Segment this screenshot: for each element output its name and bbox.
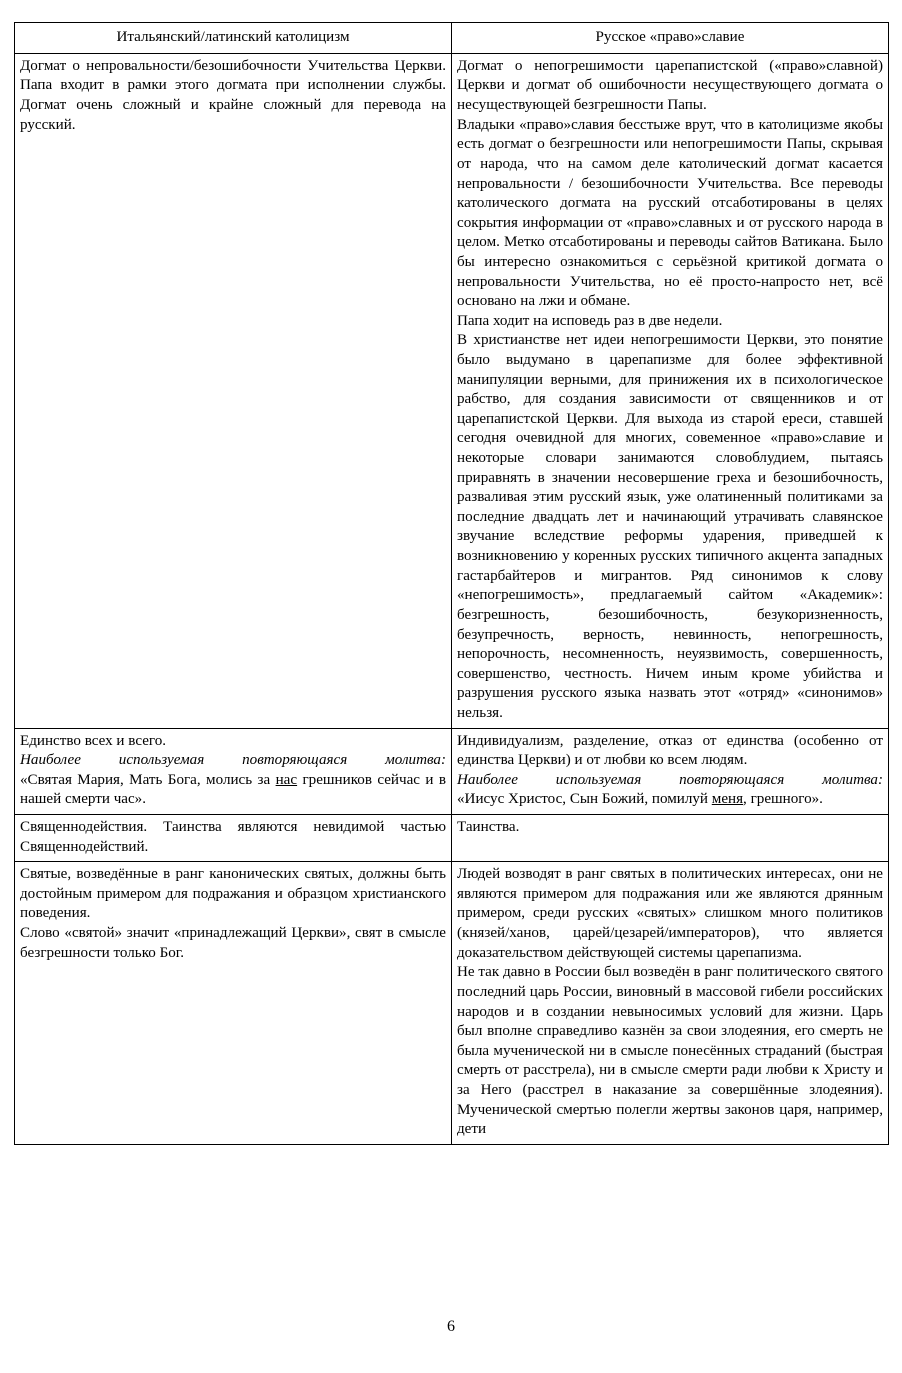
table-row	[15, 728, 889, 814]
prayer-underlined-word: нас	[275, 771, 298, 788]
paragraph: Не так давно в России был возведён в ранг политического святого последний царь России, виновный в массовой гибели российских народов и в создании невыносимых условий для жизни. Царь был вполне справедливо казнён за свои злодеяния, его смерть не была мученической ни в смысле понесённых страданий (быстрая смерть от расстрела), ни в смысле смерти ради любви к Христу и за Него (расстрел в наказание за совершённые злодеяния). Мученической смертью полегли жертвы законов царя, например, дети	[457, 964, 883, 1138]
prayer-text-after: грешников сейчас и в нашей смерти час».	[20, 771, 446, 808]
cell-left-unity	[15, 728, 452, 814]
paragraph-prayer	[20, 771, 446, 810]
paragraph: Единство всех и всего.	[20, 732, 167, 749]
cell-right-dogma	[452, 53, 889, 728]
comparison-table	[14, 22, 889, 1145]
paragraph: Догмат о непогрешимости царепапистской («право»славной) Церкви и догмат об ошибочности несуществующего догмата о несуществующей безгрешности Папы.	[457, 57, 883, 114]
cell-left-dogma	[15, 53, 452, 728]
table-header-row	[15, 23, 889, 54]
paragraph: Слово «святой» значит «принадлежащий Церкви», свят в смысле безгрешности только Бог.	[20, 925, 446, 961]
paragraph-italic-lead: Наиболее используемая повторяющаяся молитва:	[457, 771, 883, 788]
page-number: 6	[447, 1318, 455, 1335]
cell-left-sacraments	[15, 815, 452, 862]
prayer-underlined-word: меня	[711, 791, 744, 808]
cell-right-individualism	[452, 728, 889, 814]
table-row	[15, 815, 889, 862]
paragraph: Индивидуализм, разделение, отказ от единства (особенно от единства Церкви) и от любви ко всем людям.	[457, 732, 883, 769]
column-header-orthodoxy: Русское «право»славие	[452, 23, 889, 54]
paragraph: Святые, возведённые в ранг канонических святых, должны быть достойным примером для подражания и образцом христианского поведения.	[20, 866, 446, 922]
prayer-text-before: «Святая Мария, Мать Бога, молись за	[20, 771, 276, 788]
column-header-catholicism: Итальянский/латинский католицизм	[15, 23, 452, 54]
table-row	[15, 862, 889, 1145]
cell-left-saints	[15, 862, 452, 1145]
table-row	[15, 53, 889, 728]
cell-right-sacraments	[452, 815, 889, 862]
paragraph: В христианстве нет идеи непогрешимости Церкви, это понятие было выдумано в царепапизме для более эффективной манипуляции верными, для принижения их в психологическое рабство, для создания зависимости от священников и от царепапистской Церкви. Для выхода из старой ереси, ставшей сегодня очевидной для многих, совеменное «право»славие и некоторые словари занимаются словоблудием, пытаясь приравнять в значении несовершение греха и безошибочность, разваливая этим русский язык, уже олатиненный политиками за последние двадцать лет и начинающий утрачивать славянское звучание вследствие реформы ударения, приведшей к возникновению у коренных русских типичного акцента западных гастарбайтеров и мигрантов. Ряд синонимов к слову «непогрешимость», предлагаемый сайтом «Академик»: безгрешность, безошибочность, безукоризненность, безупречность, верность, невинность, непогрешность, непорочность, несомненность, неуязвимость, совершенность, совершенство, честность. Ничем иным кроме убийства и разрушения русского языка назвать этот «отряд» «синонимов» нельзя.	[457, 332, 883, 721]
cell-right-saints	[452, 862, 889, 1145]
paragraph: Таинства.	[457, 819, 520, 836]
paragraph: Папа ходит на исповедь раз в две недели.	[457, 312, 723, 329]
paragraph-prayer	[457, 790, 883, 810]
paragraph: Людей возводят в ранг святых в политических интересах, они не являются примером для подражания или же являются дрянным примером, среди русских «святых» слишком много политиков (князей/ханов, царей/цезарей/императоров), что является доказательством действующей системы царепапизма.	[457, 866, 883, 961]
paragraph: Священнодействия. Таинства являются невидимой частью Священнодействий.	[20, 819, 446, 855]
paragraph: Владыки «право»славия бесстыже врут, что в католицизме якобы есть догмат о безгрешности или непогрешимости Папы, скрывая от народа, что на самом деле католический догмат касается непровальности / безошибочности Учительства. Все переводы католического догмата на русский отсаботированы в целях сокрытия информации от «право»славных и от русского народа в целом. Метко отсаботированы и переводы сайтов Ватикана. Было бы интересно ознакомиться с серьёзной критикой догмата о непровальности Учительства, но её просто-напросто нет, всё основано на лжи и обмане.	[457, 116, 883, 310]
prayer-text-after: , грешного».	[743, 791, 823, 808]
paragraph: Догмат о непровальности/безошибочности Учительства Церкви. Папа входит в рамки этого догмата при исполнении службы. Догмат очень сложный и крайне сложный для перевода на русский.	[20, 57, 446, 133]
paragraph-italic-lead: Наиболее используемая повторяющаяся молитва:	[20, 752, 446, 769]
prayer-text-before: «Иисус Христос, Сын Божий, помилуй	[457, 791, 712, 808]
